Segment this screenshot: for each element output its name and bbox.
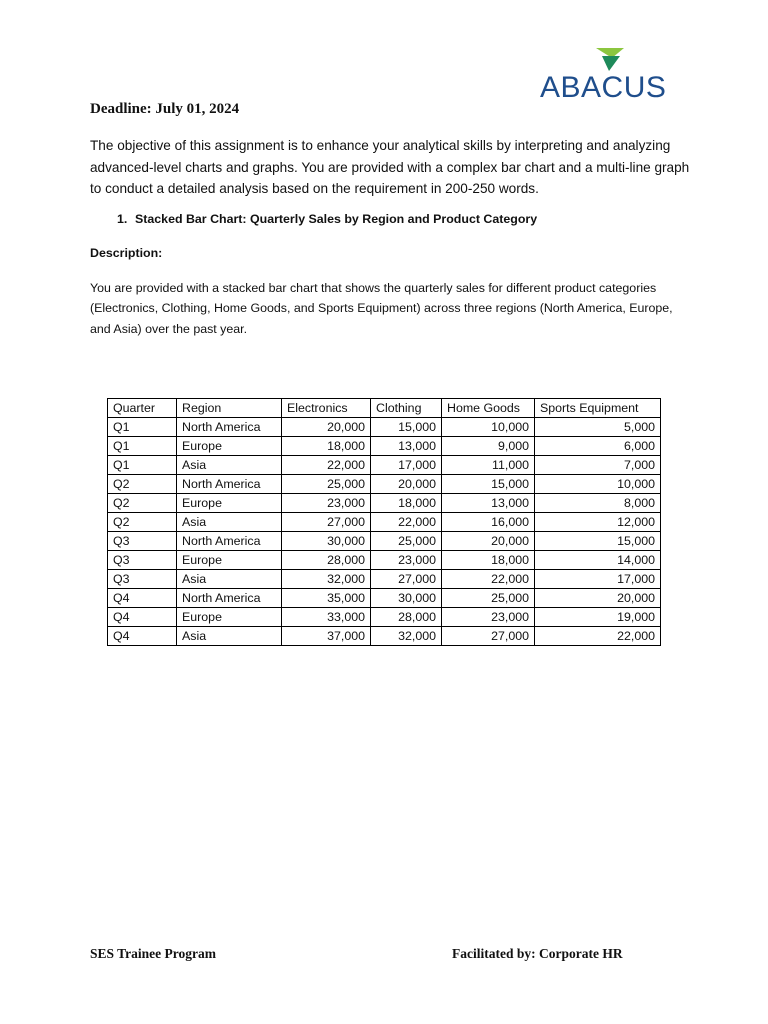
table-cell: Q2 (108, 494, 177, 513)
table-row (108, 437, 661, 456)
table-cell: 22,000 (442, 570, 535, 589)
table-cell: 23,000 (282, 494, 371, 513)
table-row (108, 456, 661, 475)
table-cell: 20,000 (535, 589, 661, 608)
table-row (108, 475, 661, 494)
table-cell: 23,000 (371, 551, 442, 570)
table-row (108, 589, 661, 608)
table-cell: 30,000 (371, 589, 442, 608)
table-cell: 16,000 (442, 513, 535, 532)
table-row (108, 418, 661, 437)
objective-paragraph: The objective of this assignment is to enhance your analytical skills by interpreting and analyzing advanced-level charts and graphs. You are provided with a complex bar chart and a multi-line graph to conduct a detailed analysis based on the requirement in 200-250 words. (90, 138, 690, 196)
table-cell: 17,000 (371, 456, 442, 475)
table-cell: 28,000 (282, 551, 371, 570)
table-header-cell: Region (177, 399, 282, 418)
table-row (108, 513, 661, 532)
table-row (108, 494, 661, 513)
table-cell: 14,000 (535, 551, 661, 570)
table-cell: Q3 (108, 532, 177, 551)
table-row (108, 608, 661, 627)
abacus-logo (540, 46, 680, 106)
table-cell: Europe (177, 494, 282, 513)
table-cell: Q1 (108, 456, 177, 475)
table-cell: Q4 (108, 627, 177, 646)
table-row (108, 532, 661, 551)
logo-text: ABACUS (540, 71, 667, 104)
table-cell: 25,000 (282, 475, 371, 494)
table-cell: 13,000 (442, 494, 535, 513)
section-heading (117, 212, 537, 226)
table-cell: 25,000 (371, 532, 442, 551)
table-cell: 37,000 (282, 627, 371, 646)
table-cell: Asia (177, 513, 282, 532)
table-cell: 17,000 (535, 570, 661, 589)
table-cell: 13,000 (371, 437, 442, 456)
description-label: Description: (90, 246, 163, 260)
table-row (108, 627, 661, 646)
table-cell: 33,000 (282, 608, 371, 627)
table-cell: 10,000 (535, 475, 661, 494)
section-title: Stacked Bar Chart: Quarterly Sales by Region and Product Category (135, 212, 538, 226)
table-cell: 11,000 (442, 456, 535, 475)
deadline: Deadline: July 01, 2024 (90, 101, 240, 117)
table-cell: 15,000 (371, 418, 442, 437)
table-cell: 22,000 (282, 456, 371, 475)
table-body (108, 418, 661, 646)
table-cell: North America (177, 589, 282, 608)
table-cell: 35,000 (282, 589, 371, 608)
sales-table (107, 398, 661, 646)
table-cell: 5,000 (535, 418, 661, 437)
table-cell: 28,000 (371, 608, 442, 627)
table-cell: 18,000 (442, 551, 535, 570)
abacus-arrow-logo-icon (594, 46, 626, 72)
table-cell: 23,000 (442, 608, 535, 627)
table-cell: Asia (177, 456, 282, 475)
table-cell: 8,000 (535, 494, 661, 513)
table-cell: Asia (177, 627, 282, 646)
table-cell: 25,000 (442, 589, 535, 608)
table-cell: Q4 (108, 589, 177, 608)
table-cell: 20,000 (371, 475, 442, 494)
table-cell: 6,000 (535, 437, 661, 456)
table-row (108, 570, 661, 589)
table-cell: Europe (177, 608, 282, 627)
table-cell: 18,000 (282, 437, 371, 456)
table-cell: Q4 (108, 608, 177, 627)
table-cell: 22,000 (371, 513, 442, 532)
table-cell: 20,000 (442, 532, 535, 551)
table-row (108, 551, 661, 570)
table-cell: North America (177, 418, 282, 437)
table-cell: 10,000 (442, 418, 535, 437)
table-cell: 27,000 (371, 570, 442, 589)
table-cell: Q2 (108, 513, 177, 532)
table-cell: 7,000 (535, 456, 661, 475)
table-cell: 18,000 (371, 494, 442, 513)
section-number: 1. (117, 212, 128, 226)
table-header-row (108, 399, 661, 418)
table-cell: North America (177, 532, 282, 551)
footer-facilitator: Facilitated by: Corporate HR (452, 946, 623, 961)
table-cell: Asia (177, 570, 282, 589)
table-cell: 27,000 (442, 627, 535, 646)
footer-program: SES Trainee Program (90, 946, 216, 961)
table-cell: 15,000 (442, 475, 535, 494)
table-cell: North America (177, 475, 282, 494)
table-header-cell: Electronics (282, 399, 371, 418)
table-cell: 15,000 (535, 532, 661, 551)
table-cell: Q3 (108, 570, 177, 589)
table-cell: Europe (177, 437, 282, 456)
table-cell: Q1 (108, 437, 177, 456)
table-cell: Europe (177, 551, 282, 570)
table-header-cell: Quarter (108, 399, 177, 418)
table-cell: 9,000 (442, 437, 535, 456)
table-header-cell: Sports Equipment (535, 399, 661, 418)
table-cell: Q2 (108, 475, 177, 494)
description-paragraph: You are provided with a stacked bar chart that shows the quarterly sales for different product categories (Electronics, Clothing, Home Goods, and Sports Equipment) across three regions (North America, Europe, and Asia) over the past year. (90, 281, 673, 336)
table-cell: 32,000 (282, 570, 371, 589)
table-header-cell: Home Goods (442, 399, 535, 418)
table-cell: Q1 (108, 418, 177, 437)
table-cell: Q3 (108, 551, 177, 570)
table-cell: 12,000 (535, 513, 661, 532)
table-cell: 19,000 (535, 608, 661, 627)
table-cell: 20,000 (282, 418, 371, 437)
table-cell: 27,000 (282, 513, 371, 532)
table-header-cell: Clothing (371, 399, 442, 418)
table-cell: 30,000 (282, 532, 371, 551)
table-cell: 22,000 (535, 627, 661, 646)
table-cell: 32,000 (371, 627, 442, 646)
